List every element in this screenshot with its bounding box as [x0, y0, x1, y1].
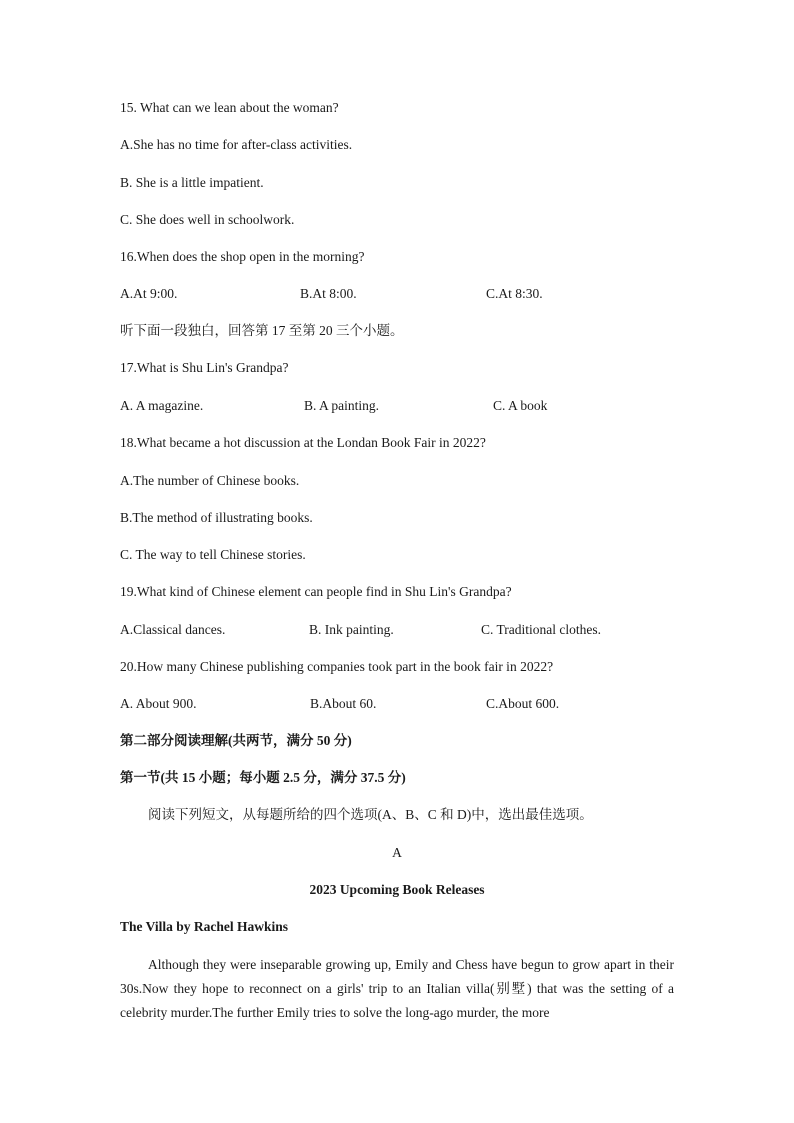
q20-question: 20.How many Chinese publishing companies took part in the book fair in 2022?: [120, 659, 554, 674]
q17-option-a: A. A magazine.: [120, 398, 204, 413]
q18-option-b: B.The method of illustrating books.: [120, 510, 313, 525]
q20-option-c: C.About 600.: [486, 696, 560, 711]
q19-option-a: A.Classical dances.: [120, 622, 226, 637]
q17-question: 17.What is Shu Lin's Grandpa?: [120, 360, 289, 375]
q16-option-c: C.At 8:30.: [486, 286, 543, 301]
q17-option-c: C. A book: [493, 398, 548, 413]
book-description-paragraph: Although they were inseparable growing up, Emily and Chess have begun to grow apart in their 30s.Now they hope to reconnect on a girls' trip to an Italian villa(别墅) that was the setting of a celebrity murder.The further Emily tries to solve the long-ago murder, the more: [120, 957, 674, 1020]
q16-option-a: A.At 9:00.: [120, 286, 178, 301]
q20-option-a: A. About 900.: [120, 696, 197, 711]
q19-question: 19.What kind of Chinese element can people find in Shu Lin's Grandpa?: [120, 584, 512, 599]
q18-question: 18.What became a hot discussion at the Londan Book Fair in 2022?: [120, 435, 486, 450]
passage-letter: A: [392, 845, 402, 860]
q18-option-a: A.The number of Chinese books.: [120, 473, 300, 488]
q17-option-b: B. A painting.: [304, 398, 380, 413]
q15-option-c: C. She does well in schoolwork.: [120, 212, 295, 227]
q19-option-c: C. Traditional clothes.: [481, 622, 602, 637]
q15-option-b: B. She is a little impatient.: [120, 175, 264, 190]
q16-option-b: B.At 8:00.: [300, 286, 357, 301]
reading-instruction: 阅读下列短文，从每题所给的四个选项(A、B、C 和 D)中，选出最佳选项。: [148, 807, 593, 822]
passage-title: 2023 Upcoming Book Releases: [309, 882, 485, 897]
monologue-instruction: 听下面一段独白，回答第 17 至第 20 三个小题。: [120, 323, 404, 338]
part2-heading: 第二部分阅读理解(共两节，满分 50 分): [120, 733, 352, 748]
q19-option-b: B. Ink painting.: [309, 622, 394, 637]
book-title: The Villa by Rachel Hawkins: [120, 919, 289, 934]
q18-option-c: C. The way to tell Chinese stories.: [120, 547, 306, 562]
q16-question: 16.When does the shop open in the morning?: [120, 249, 365, 264]
section1-heading: 第一节(共 15 小题；每小题 2.5 分，满分 37.5 分): [120, 770, 406, 785]
q15-option-a: A.She has no time for after-class activities.: [120, 137, 353, 152]
q20-option-b: B.About 60.: [310, 696, 377, 711]
q15-question: 15. What can we lean about the woman?: [120, 100, 339, 115]
